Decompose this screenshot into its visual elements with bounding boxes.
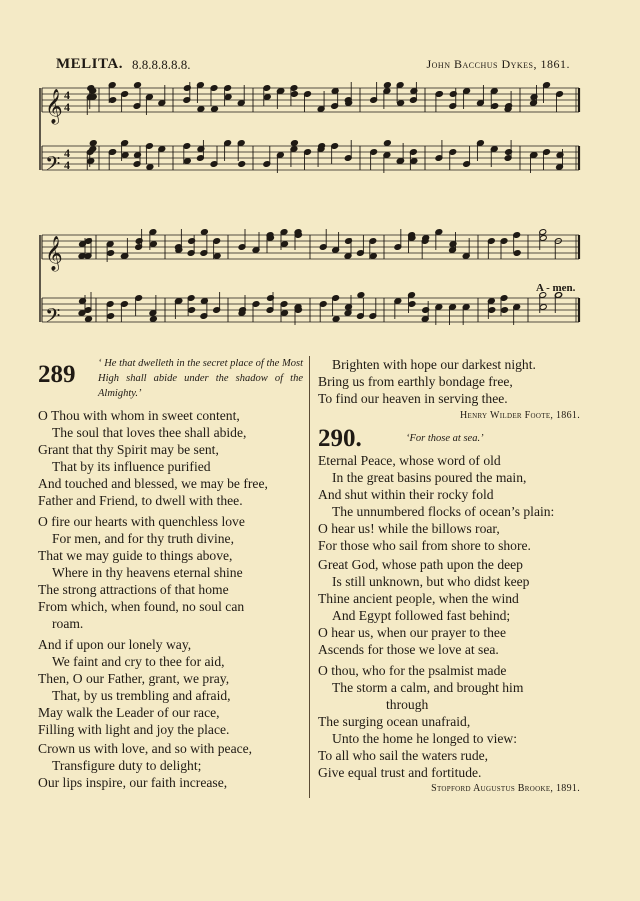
note-head (397, 100, 405, 107)
verse-line: Grant that thy Spirit may be sent, (38, 442, 219, 457)
verse-line: roam. (52, 616, 84, 631)
hymn-289-stanza-3 (38, 636, 304, 738)
note-head (188, 307, 196, 314)
bass-clef: 𝄢 (45, 152, 61, 180)
time-signature: 4 (64, 88, 70, 102)
tune-composer: John Bacchus Dykes, 1861. (426, 57, 570, 71)
hymn-289-author: Henry Wilder Foote, 1861. (460, 410, 580, 421)
note-head (146, 164, 154, 171)
treble-clef: 𝄞 (45, 89, 63, 124)
note-head (149, 241, 157, 248)
verse-line: To all who sail the waters rude, (318, 748, 489, 763)
verse-line: The strong attractions of that home (38, 582, 229, 597)
hymn-290-stanza-3 (318, 662, 580, 781)
verse-line: The soul that loves thee shall abide, (52, 425, 247, 440)
hymn-290-stanza-1 (318, 452, 580, 554)
verse-line: Great God, whose path upon the deep (318, 557, 523, 572)
note-head (281, 310, 289, 317)
note-head (435, 91, 443, 98)
note-head (109, 97, 117, 104)
verse-line: For men, and for thy truth divine, (52, 531, 234, 546)
hymn-289-stanza-1 (38, 407, 304, 509)
verse-line: Thine ancient people, when the wind (318, 591, 519, 606)
hymn-290-epigraph: ‘For those at sea.’ (406, 433, 484, 444)
verse-line: Filling with light and joy the place. (38, 722, 230, 737)
note-head (383, 140, 391, 147)
treble-clef: 𝄞 (45, 236, 63, 271)
note-head (87, 158, 95, 165)
note-head (89, 140, 97, 147)
note-head (281, 241, 289, 248)
verse-line: Give equal trust and fortitude. (318, 765, 482, 780)
verse-line: Crown us with love, and so with peace, (38, 741, 253, 756)
verse-line: The unnumbered flocks of ocean’s plain: (332, 504, 555, 519)
verse-line: Bring us from earthly bondage free, (318, 374, 513, 389)
note-head (488, 307, 496, 314)
note-head (263, 94, 271, 101)
time-signature: 4 (64, 146, 70, 160)
column-divider (309, 356, 310, 798)
note-head (107, 313, 115, 320)
music-notation (40, 82, 579, 332)
verse-line: To find our heaven in serving thee. (318, 391, 508, 406)
verse-line: And Egypt followed fast behind; (332, 608, 511, 623)
verse-line: Then, O our Father, grant, we pray, (38, 671, 230, 686)
note-head (539, 304, 547, 311)
verse-line: May walk the Leader of our race, (38, 705, 220, 720)
verse-line: Ascends for those we love at sea. (318, 642, 499, 657)
note-head (200, 229, 208, 236)
verse-line: That by its influence purified (52, 459, 211, 474)
verse-line: Where in thy heavens eternal shine (52, 565, 243, 580)
verse-line: For those who sail from shore to shore. (318, 538, 531, 553)
tune-meter: 8.8.8.8.8.8. (132, 57, 191, 72)
verse-line: And touched and blessed, we may be free, (38, 476, 268, 491)
verse-line: That, by us trembling and afraid, (52, 688, 231, 703)
hymn-289-epigraph: ‘ He that dwelleth in the secret place of the Most High shall abide under the shadow of the Almighty.’ (98, 358, 303, 399)
note-head (85, 316, 93, 323)
hymn-289-stanza-2 (38, 513, 304, 632)
verse-line: O thou, who for the psalmist made (318, 663, 507, 678)
verse-line: O hear us, when our prayer to thee (318, 625, 506, 640)
note-head (291, 140, 299, 147)
verse-line: Our lips inspire, our faith increase, (38, 775, 228, 790)
note-head (149, 316, 157, 323)
note-head (109, 149, 117, 156)
note-head (213, 253, 221, 260)
note-head (513, 250, 521, 257)
verse-line: The storm a calm, and brought him (332, 680, 524, 695)
note-head (501, 307, 509, 314)
hymn-number-290: 290. (318, 425, 362, 452)
time-signature: 4 (64, 100, 70, 114)
note-head (183, 158, 191, 165)
note-head (357, 292, 365, 299)
verse-line: Unto the home he longed to view: (332, 731, 517, 746)
amen-lyric: A - men. (536, 282, 576, 294)
note-head (211, 106, 219, 113)
note-head (408, 301, 416, 308)
verse-line: Father and Friend, to dwell with thee. (38, 493, 243, 508)
verse-line: The surging ocean unafraid, (318, 714, 471, 729)
verse-line: Transfigure duty to delight; (52, 758, 202, 773)
verse-line: Brighten with hope our darkest night. (332, 357, 536, 372)
hymn-289-stanza-4-continued (318, 356, 580, 407)
hymn-289-stanza-4 (38, 740, 304, 791)
note-head (530, 152, 538, 159)
verse-line: O hear us! while the billows roar, (318, 521, 500, 536)
note-head (291, 91, 299, 98)
hymn-290-author: Stopford Augustus Brooke, 1891. (431, 783, 580, 794)
hymn-290-stanza-2 (318, 556, 580, 658)
note-head (491, 103, 499, 110)
note-head (277, 88, 285, 95)
note-head (197, 106, 205, 113)
note-head (410, 158, 418, 165)
note-head (224, 94, 232, 101)
verse-line: And shut within their rocky fold (318, 487, 494, 502)
note-head (369, 253, 377, 260)
tune-name: MELITA. (56, 56, 123, 72)
note-head (383, 82, 391, 89)
verse-line: That we may guide to things above, (38, 548, 233, 563)
verse-line: Is still unknown, but who didst keep (332, 574, 530, 589)
bass-clef: 𝄢 (45, 304, 61, 332)
note-head (238, 161, 246, 168)
verse-line: through (386, 697, 429, 712)
note-head (332, 316, 340, 323)
verse-line: Eternal Peace, whose word of old (318, 453, 501, 468)
verse-line: And if upon our lonely way, (38, 637, 192, 652)
verse-line: O fire our hearts with quenchless love (38, 514, 245, 529)
hymn-number-289: 289 (38, 361, 76, 388)
verse-line: From which, when found, no soul can (38, 599, 245, 614)
note-head (134, 82, 142, 89)
note-head (539, 235, 547, 242)
note-head (175, 298, 183, 305)
verse-line: O Thou with whom in sweet content, (38, 408, 240, 423)
music-score (0, 0, 640, 360)
verse-line: We faint and cry to thee for aid, (52, 654, 225, 669)
note-head (121, 152, 129, 159)
time-signature: 4 (64, 158, 70, 172)
verse-line: In the great basins poured the main, (332, 470, 527, 485)
note-head (107, 250, 115, 257)
